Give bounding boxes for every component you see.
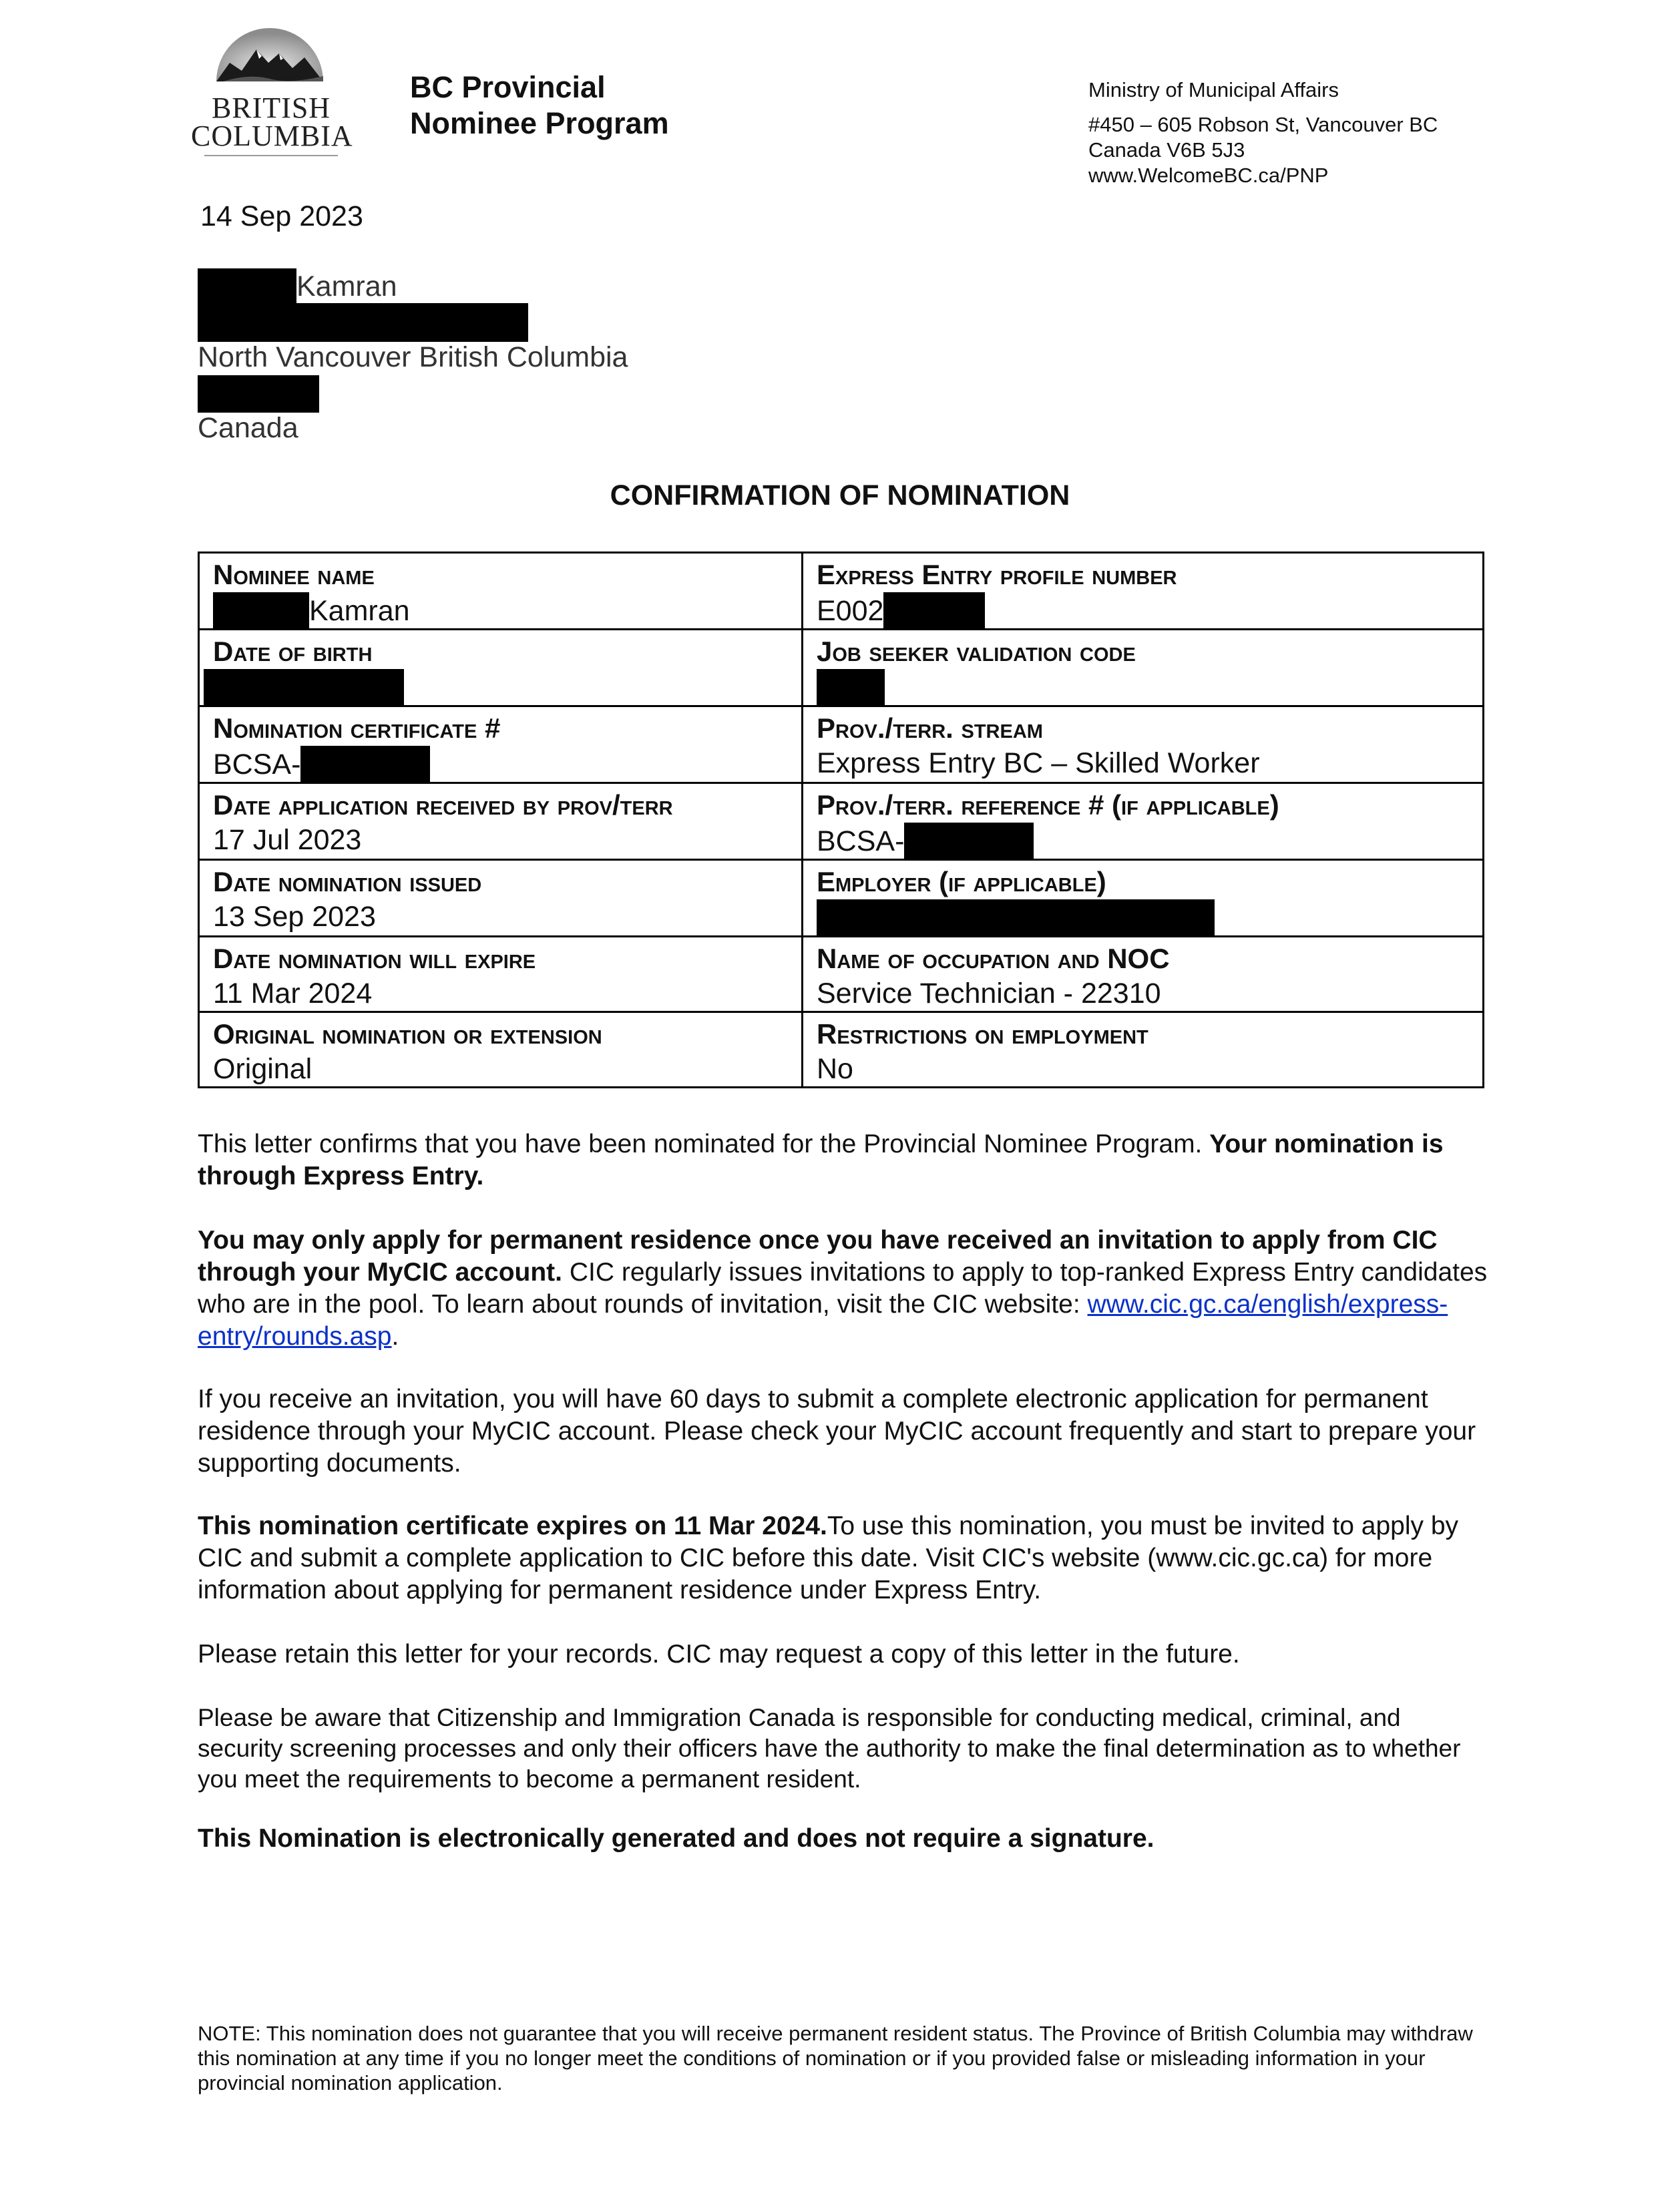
redaction-bar (198, 303, 528, 342)
cell-nominee-name (199, 553, 803, 630)
value-dob (213, 669, 788, 705)
label-stream: Prov./terr. stream (817, 712, 1043, 744)
redaction-bar (213, 592, 309, 628)
value-stream: Express Entry BC – Skilled Worker (817, 747, 1260, 779)
cert-text: BCSA- (213, 748, 301, 781)
p2-end: . (391, 1322, 399, 1351)
recipient-country: Canada (198, 412, 298, 444)
program-line1: BC Provincial (410, 70, 606, 104)
table-row (199, 553, 1484, 630)
cic-rounds-link[interactable]: www.cic.gc.ca/english/express-entry/rounds.asp (198, 1290, 1448, 1351)
logo-word-columbia: COLUMBIA (191, 120, 353, 152)
redaction-bar (204, 669, 404, 705)
label-cert: Nomination certificate # (213, 712, 501, 744)
redaction-bar (817, 669, 885, 705)
label-restrict: Restrictions on employment (817, 1018, 1148, 1050)
recipient-name: Kamran (296, 270, 397, 302)
paragraph-screening: Please be aware that Citizenship and Immigration Canada is responsible for conducting medical, criminal, and security screening processes and only their officers have the authority to make the final determination as to whether you meet the requirements to become a permanent resident. (198, 1704, 1461, 1793)
label-employer: Employer (if applicable) (817, 866, 1106, 897)
program-name (410, 69, 669, 142)
value-ee-profile (817, 592, 1469, 628)
ministry-city: Canada V6B 5J3 (1088, 138, 1245, 162)
cell-stream (803, 706, 1484, 783)
cell-employer (803, 860, 1484, 937)
bc-logo (191, 15, 351, 155)
paragraph-signature (198, 1823, 1490, 1855)
ministry-address-block (1088, 77, 1438, 188)
cell-dob (199, 630, 803, 706)
cell-received (199, 783, 803, 860)
cell-cert (199, 706, 803, 783)
nominee-name-text: Kamran (309, 595, 410, 627)
paragraph-confirmation (198, 1128, 1490, 1192)
ministry-street: #450 – 605 Robson St, Vancouver BC (1088, 113, 1438, 136)
label-received: Date application received by prov/terr (213, 789, 673, 821)
table-row (199, 706, 1484, 783)
value-jsvc (817, 669, 1469, 705)
value-nominee-name (213, 592, 788, 628)
document-title: CONFIRMATION OF NOMINATION (610, 479, 1070, 511)
value-issued: 13 Sep 2023 (213, 901, 376, 933)
paragraph-invitation (198, 1225, 1490, 1353)
p2-text: CIC regularly issues invitations to apply to top-ranked Express Entry candidates who are in the pool. To learn about rounds of invitation, visit the CIC website: (198, 1258, 1488, 1319)
label-ee-profile: Express Entry profile number (817, 559, 1177, 590)
p7-bold: This Nomination is electronically generated and does not require a signature. (198, 1824, 1154, 1853)
p2-bold: You may only apply for permanent residence once you have received an invitation to apply from CIC through your MyCIC account. (198, 1226, 1438, 1287)
value-expire: 11 Mar 2024 (213, 977, 373, 1010)
ministry-name: Ministry of Municipal Affairs (1088, 78, 1339, 101)
logo-word-british: BRITISH (211, 91, 331, 124)
label-jsvc: Job seeker validation code (817, 636, 1136, 667)
bc-crest-icon (210, 15, 330, 88)
cell-ee-profile (803, 553, 1484, 630)
value-occupation: Service Technician - 22310 (817, 977, 1161, 1010)
label-orig: Original nomination or extension (213, 1018, 602, 1050)
label-expire: Date nomination will expire (213, 943, 536, 974)
cell-jsvc (803, 630, 1484, 706)
redaction-bar (904, 823, 1034, 859)
value-restrict: No (817, 1053, 853, 1085)
label-nominee-name: Nominee name (213, 559, 375, 590)
label-occupation: Name of occupation and NOC (817, 943, 1170, 974)
paragraph-expiry (198, 1510, 1490, 1606)
spacer (1088, 103, 1438, 112)
redaction-bar (198, 375, 319, 413)
redaction-bar (883, 592, 985, 628)
value-cert (213, 746, 788, 782)
cell-expire (199, 937, 803, 1012)
cell-occupation (803, 937, 1484, 1012)
paragraph-retain: Please retain this letter for your records. CIC may request a copy of this letter in the future. (198, 1640, 1240, 1669)
table-row (199, 860, 1484, 937)
p4-text: To use this nomination, you must be invited to apply by CIC and submit a complete application to CIC before this date. Visit CIC's website (www.cic.gc.ca) for more information about applying for permanent residence under Express Entry. (198, 1512, 1459, 1604)
redaction-bar (198, 268, 296, 303)
cell-ref (803, 783, 1484, 860)
redaction-bar (300, 746, 430, 782)
p1-bold: Your nomination is through Express Entry. (198, 1130, 1444, 1190)
redaction-bar (817, 899, 1215, 935)
value-employer (817, 899, 1469, 935)
p4-bold: This nomination certificate expires on 11 Mar 2024. (198, 1512, 827, 1540)
cell-issued (199, 860, 803, 937)
cell-restrict (803, 1012, 1484, 1088)
letter-date: 14 Sep 2023 (200, 200, 363, 232)
ministry-website: www.WelcomeBC.ca/PNP (1088, 164, 1329, 187)
label-dob: Date of birth (213, 636, 373, 667)
recipient-city: North Vancouver British Columbia (198, 341, 628, 373)
table-row (199, 937, 1484, 1012)
label-issued: Date nomination issued (213, 866, 482, 897)
value-ref (817, 823, 1469, 859)
logo-underline (204, 155, 338, 156)
table-row (199, 1012, 1484, 1088)
ref-text: BCSA- (817, 825, 905, 857)
table-row (199, 630, 1484, 706)
footer-note: NOTE: This nomination does not guarantee that you will receive permanent resident status. The Province of British Columbia may withdraw this nomination at any time if you no longer meet the conditions of nomination or if you provided false or misleading information in your provincial nomination application. (198, 2022, 1473, 2095)
value-orig: Original (213, 1053, 312, 1085)
program-line2: Nominee Program (410, 106, 669, 140)
nomination-table (198, 552, 1484, 1088)
cell-orig (199, 1012, 803, 1088)
p1-text: This letter confirms that you have been nominated for the Provincial Nominee Program. (198, 1130, 1210, 1158)
label-ref: Prov./terr. reference # (if applicable) (817, 789, 1279, 821)
value-received: 17 Jul 2023 (213, 824, 362, 856)
ee-profile-text: E002 (817, 595, 884, 627)
table-row (199, 783, 1484, 860)
paragraph-60-days: If you receive an invitation, you will have 60 days to submit a complete electronic application for permanent residence through your MyCIC account. Please check your MyCIC account frequently and start to prepare your supporting documents. (198, 1385, 1476, 1478)
